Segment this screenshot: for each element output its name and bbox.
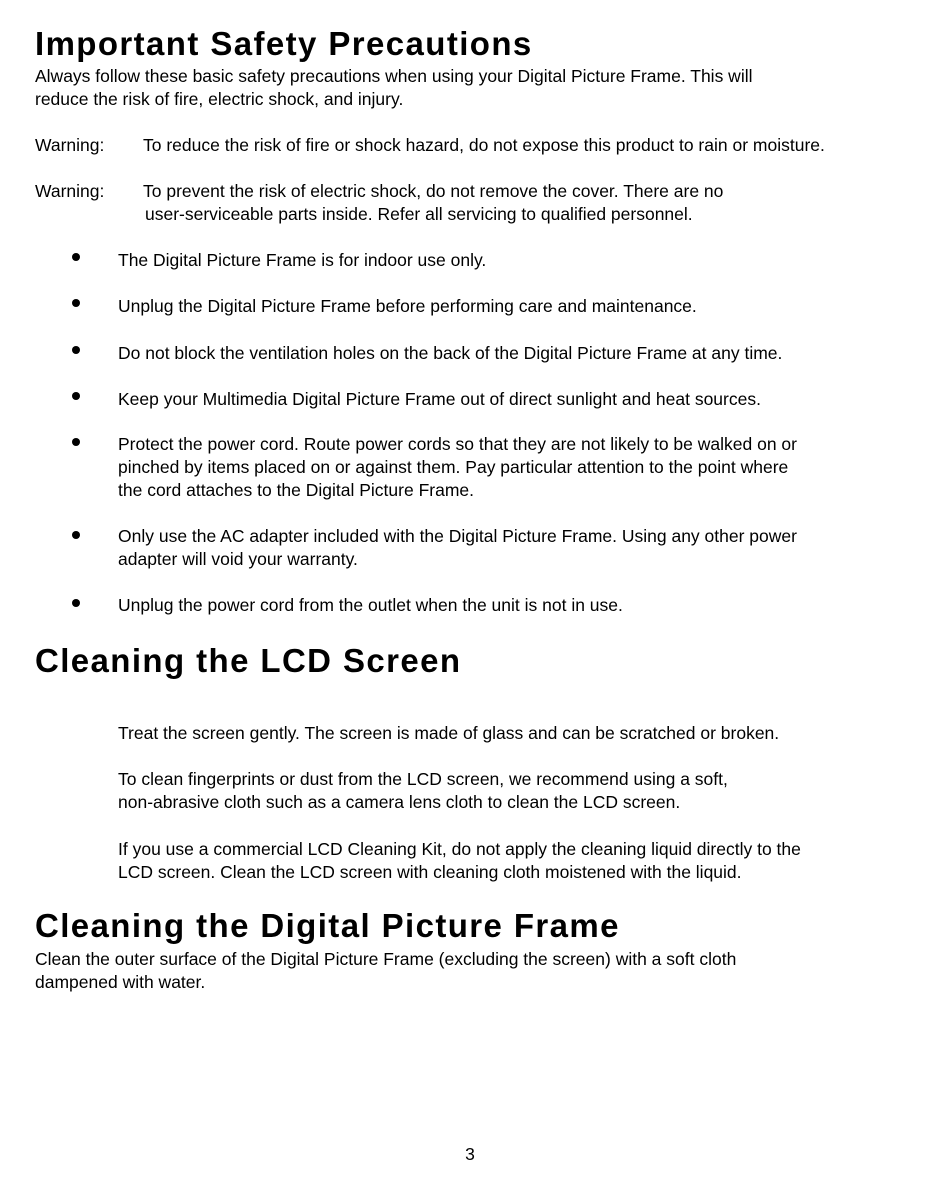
lcd-paragraph-2-line-2: non-abrasive cloth such as a camera lens cloth to clean the LCD screen. [118, 792, 681, 812]
frame-paragraph-line-2: dampened with water. [35, 972, 206, 992]
bullet-dot [72, 346, 80, 354]
bullet-item-1: The Digital Picture Frame is for indoor use only. [118, 250, 487, 270]
bullet-item-7: Unplug the power cord from the outlet when the unit is not in use. [118, 595, 623, 615]
bullet-6-line-2: adapter will void your warranty. [118, 549, 358, 569]
heading-cleaning-lcd: Cleaning the LCD Screen [35, 642, 462, 679]
lcd-paragraph-3-line-2: LCD screen. Clean the LCD screen with cleaning cloth moistened with the liquid. [118, 862, 742, 882]
warning-text-2 [143, 180, 723, 226]
bullet-item-4: Keep your Multimedia Digital Picture Frame out of direct sunlight and heat sources. [118, 389, 761, 409]
bullet-5-line-1: Protect the power cord. Route power cords so that they are not likely to be walked on or [118, 434, 797, 454]
warning-label-2: Warning: [35, 181, 105, 201]
lcd-paragraph-3-line-1: If you use a commercial LCD Cleaning Kit, do not apply the cleaning liquid directly to the [118, 839, 801, 859]
safety-intro-line-2: reduce the risk of fire, electric shock, and injury. [35, 89, 404, 109]
heading-safety-precautions: Important Safety Precautions [35, 25, 533, 62]
bullet-item-3: Do not block the ventilation holes on the back of the Digital Picture Frame at any time. [118, 343, 783, 363]
frame-paragraph [35, 948, 736, 994]
page-number: 3 [465, 1144, 475, 1164]
bullet-5-line-2: pinched by items placed on or against them. Pay particular attention to the point where [118, 457, 789, 477]
bullet-dot [72, 253, 80, 261]
bullet-dot [72, 599, 80, 607]
bullet-dot [72, 531, 80, 539]
bullet-dot [72, 299, 80, 307]
warning-text-1: To reduce the risk of fire or shock hazard, do not expose this product to rain or moisture. [143, 135, 825, 155]
warning-2-line-2: user-serviceable parts inside. Refer all servicing to qualified personnel. [145, 204, 693, 224]
bullet-6-line-1: Only use the AC adapter included with the Digital Picture Frame. Using any other power [118, 526, 797, 546]
heading-cleaning-frame: Cleaning the Digital Picture Frame [35, 907, 620, 944]
bullet-item-2: Unplug the Digital Picture Frame before performing care and maintenance. [118, 296, 697, 316]
warning-2-line-1: To prevent the risk of electric shock, do not remove the cover. There are no [143, 181, 724, 201]
lcd-paragraph-2 [118, 768, 728, 814]
bullet-dot [72, 438, 80, 446]
bullet-dot [72, 392, 80, 400]
safety-intro-line-1: Always follow these basic safety precautions when using your Digital Picture Frame. This will [35, 66, 753, 86]
warning-label-1: Warning: [35, 135, 105, 155]
lcd-paragraph-3 [118, 838, 801, 884]
lcd-paragraph-2-line-1: To clean fingerprints or dust from the LCD screen, we recommend using a soft, [118, 769, 728, 789]
safety-intro [35, 65, 752, 111]
frame-paragraph-line-1: Clean the outer surface of the Digital Picture Frame (excluding the screen) with a soft cloth [35, 949, 737, 969]
bullet-item-5 [118, 433, 797, 502]
lcd-paragraph-1: Treat the screen gently. The screen is made of glass and can be scratched or broken. [118, 723, 780, 743]
bullet-5-line-3: the cord attaches to the Digital Picture Frame. [118, 480, 474, 500]
bullet-item-6 [118, 525, 797, 571]
